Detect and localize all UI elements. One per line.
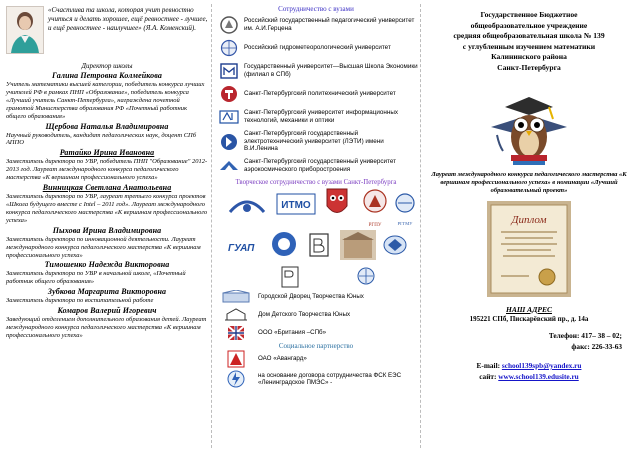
staff-member	[4, 226, 210, 260]
school-title-line: средняя общеобразовательная школа № 139	[453, 31, 605, 40]
school-title-line: Государственное Бюджетное	[480, 10, 578, 19]
staff-name: Зубкова Маргарита Викторовна	[47, 287, 167, 297]
fax-line	[424, 341, 634, 352]
rolls-logo-icon	[280, 266, 300, 293]
universities-title: Сотрудничество с вузами	[278, 5, 354, 13]
school-title-line: общеобразовательное учреждение	[470, 20, 588, 30]
britannia-logo-icon	[214, 325, 258, 341]
staff-member	[4, 287, 210, 305]
email-label: E-mail:	[476, 361, 501, 370]
creative-cooperation-title: Творческое сотрудничество с вузами Санкт-Петербурга	[235, 179, 397, 186]
social-partner-row	[214, 350, 418, 368]
staff-name: Пыхова Ирина Владимировна	[52, 225, 162, 235]
itmo-text-logo	[276, 192, 316, 221]
school-title-line: Санкт-Петербурга	[497, 62, 561, 72]
university-row	[214, 82, 418, 105]
staff-name: Комаров Валерий Игоревич	[57, 306, 157, 316]
staff-member	[4, 148, 210, 182]
school-title	[424, 10, 634, 73]
university-row	[214, 105, 418, 128]
organization-row	[214, 288, 418, 306]
university-name: Санкт-Петербургский государственный университет аэрокосмического приборостроения	[244, 158, 396, 173]
university-row	[214, 155, 418, 177]
organization-row	[214, 324, 418, 342]
phone-line	[424, 330, 634, 341]
fsk-logo-icon	[214, 369, 258, 389]
staff-panel	[4, 4, 210, 446]
staff-description: Заместитель директора по инновационной деятельности. Лауреат международного конкурса педагогического мастерства «К вершинам профессионального успеха»	[6, 235, 201, 259]
panel-divider	[420, 4, 421, 448]
owl-crest-logo-icon	[324, 186, 350, 225]
staff-name: Тимошенко Надежда Викторовна	[44, 260, 170, 270]
staff-description: Заместитель директора по воспитательной работе	[6, 297, 154, 305]
fax-label: факс:	[571, 342, 590, 351]
university-name: Санкт-Петербургский политехнический университет	[244, 89, 396, 97]
diploma-title: Диплом	[511, 214, 547, 226]
university-name: Санкт-Петербургский университет информационных технологий, механики и оптики	[244, 108, 399, 124]
site-link[interactable]: www.school139.edusite.ru	[498, 372, 579, 381]
staff-member	[4, 306, 210, 340]
comenius-quote: «Счастлива та школа, которая учит ревностно учиться и делать хорошее, ещё ревностнее - лучшее, и ещё ревностнее - наилучшее» (Я.А. Коменский).	[48, 6, 208, 32]
university-name: Российский гидрометеорологический университет	[244, 43, 391, 51]
guap-logo	[226, 238, 260, 261]
organization-row	[214, 306, 418, 324]
social-partner-name: на основание договора сотрудничества ФСК ЕЭС «Ленинградское ПМЭС» -	[258, 371, 402, 386]
staff-description: Заместитель директора по УВР, лауреат третьего конкурса проектов «Школа будущего вместе с Intel – 2011 год». Лауреат международного конкурса педагогического мастерства «К вершинам профессионального успеха»	[6, 193, 208, 224]
guap-logo-label: ГУАП	[228, 243, 255, 254]
school-title-line: с углубленным изучением математики	[462, 41, 596, 51]
university-row	[214, 128, 418, 155]
address-text: 195221 СПб, Пискарёвский пр., д. 14а	[469, 315, 589, 323]
hydromet-logo-icon	[214, 39, 244, 57]
university-name: Российский государственный педагогический университет им. А.И.Герцена	[244, 16, 415, 32]
itmo-logo-label: ИТМО	[281, 200, 311, 211]
director-role: Директор школы	[81, 62, 133, 70]
director-name: Галина Петровна Колмейкова	[52, 71, 162, 80]
staff-name: Ратайко Ирина Ивановна	[59, 148, 155, 158]
social-partnership-title: Социальное партнерство	[278, 342, 354, 350]
staff-name: Винницкая Светлана Анатольевна	[42, 183, 172, 193]
staff-description: Заместитель директора по УВР в начальной школе, «Почетный работник общего образования»	[6, 270, 186, 286]
blue-arc-logo-icon	[228, 196, 266, 221]
avangard-logo-icon	[214, 350, 258, 368]
rggmu-logo-label: РГГМУ	[397, 221, 413, 226]
staff-list	[4, 122, 210, 340]
blue-circle-logo-icon	[270, 230, 298, 263]
university-row	[214, 13, 418, 36]
herzen-logo-icon	[214, 15, 244, 35]
staff-description: Заместитель директора по УВР, победитель ПНП "Образование" 2012-2013 год. Лауреат международного конкурса педагогического мастерства «К вершинам профессионального успеха»	[6, 158, 208, 182]
fax-value: 226-33-63	[591, 342, 622, 351]
phone-value: 417– 38 – 02;	[581, 331, 622, 340]
university-name: Санкт-Петербургский государственный электротехнический университет (ЛЭТИ) имени В.И.Ленина	[244, 130, 384, 153]
polytech-logo-icon	[214, 84, 244, 104]
university-row	[214, 36, 418, 59]
guap-logo-icon	[214, 158, 244, 174]
panel-divider	[211, 4, 212, 448]
youth-palace-logo-icon	[214, 290, 258, 304]
hse-logo-icon	[214, 62, 244, 80]
social-partner-name: ОАО «Авангард»	[258, 355, 307, 363]
organization-name: Городской Дворец Творчества Юных	[258, 293, 364, 301]
leti-logo-icon	[214, 132, 244, 152]
children-house-logo-icon	[214, 308, 258, 322]
rggmu-logo-icon	[354, 266, 378, 291]
organization-name: Дом Детского Творчества Юных	[258, 311, 351, 319]
blue-emblem-logo-icon	[382, 234, 408, 261]
social-partner-row	[214, 368, 418, 390]
partners-panel	[214, 4, 418, 446]
building-photo-icon	[340, 230, 376, 265]
email-line	[424, 360, 634, 371]
staff-description: Научный руководитель, кандидат педагогических наук, доцент СПб АППО	[6, 131, 196, 147]
school-title-line: Калининского района	[491, 52, 567, 61]
email-link[interactable]: school139spb@yandex.ru	[501, 361, 582, 370]
rgpu-logo-label: РГПУ	[368, 223, 382, 228]
site-line	[424, 371, 634, 382]
staff-member	[4, 260, 210, 286]
diploma-image	[424, 201, 634, 297]
staff-name: Щербова Наталья Владимировна	[45, 121, 169, 131]
rggmu-logo	[394, 192, 416, 226]
director-description: Учитель математики высшей категории, победитель конкурса лучших учителей РФ в рамках ПНП «Образование», победитель конкурса «Лучший учитель Санкт-Петербурга», награждена почетной грамотой Министерства образования РФ «Почетный работник общего образования»	[6, 81, 205, 120]
address-title: НАШ АДРЕС	[506, 305, 552, 314]
laureate-text: Лауреат международного конкурса педагогического мастерства «К вершинам профессионального успеха» в номинации «Лучший образовательный проект»	[431, 171, 627, 194]
university-row	[214, 59, 418, 82]
director-photo	[6, 6, 44, 54]
staff-member	[4, 183, 210, 225]
staff-description: Заведующий отделением дополнительного образования детей. Лауреат международного конкурса педагогического мастерства «К вершинам профессионального успеха»	[6, 316, 207, 339]
university-logos-grid	[214, 186, 418, 288]
university-name: Государственный университет—Высшая Школа Экономики (филиал в СПб)	[244, 62, 418, 78]
organization-name: ООО «Британия –СПб»	[258, 329, 327, 337]
site-label: сайт:	[479, 372, 497, 381]
staff-member	[4, 122, 210, 148]
phone-label: Телефон:	[548, 331, 580, 340]
owl-mascot-icon	[424, 75, 634, 167]
rgpu-logo	[360, 188, 390, 228]
school-info-panel	[424, 4, 634, 446]
itmo-logo-icon	[214, 108, 244, 126]
rolls-logo-icon	[308, 232, 330, 263]
